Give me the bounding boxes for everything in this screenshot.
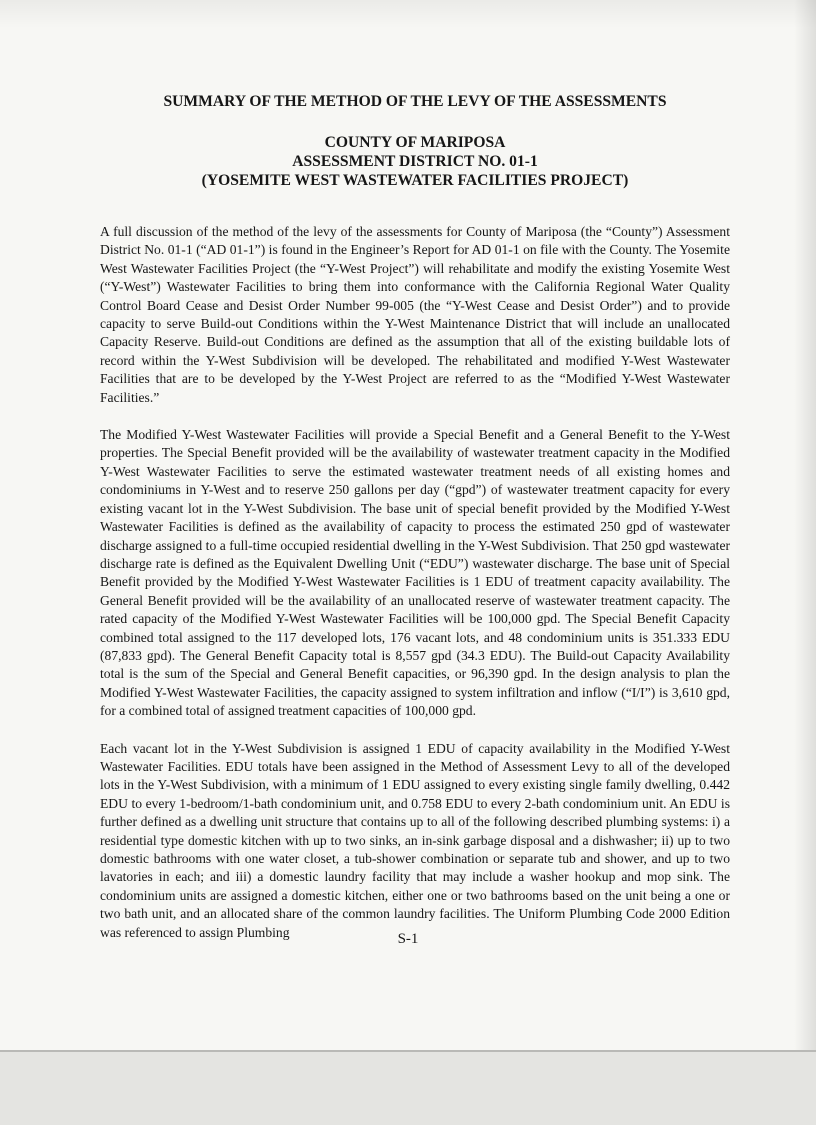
subtitle-district: ASSESSMENT DISTRICT NO. 01-1: [292, 153, 538, 170]
document-body: [100, 92, 730, 961]
paragraph-1: A full discussion of the method of the levy of the assessments for County of Mariposa (the “County”) Assessment District No. 01-1 (“AD 01-1”) is found in the Engineer’s Report for AD 01-1 on file with the County. The Yosemite West Wastewater Facilities Project (the “Y-West Project”) will rehabilitate and modify the existing Yosemite West (“Y-West”) Wastewater Facilities to bring them into conformance with the California Regional Water Quality Control Board Cease and Desist Order Number 99-005 (the “Y-West Cease and Desist Order”) and to provide capacity to serve Build-out Conditions within the Y-West Maintenance District that will include an unallocated Capacity Reserve. Build-out Conditions are defined as the assumption that all of the existing buildable lots of record within the Y-West Subdivision will be developed. The rehabilitated and modified Y-West Wastewater Facilities that are to be developed by the Y-West Project are referred to as the “Modified Y-West Wastewater Facilities.”: [100, 224, 730, 405]
document-subtitle: [100, 133, 730, 190]
scan-shadow-top: [0, 0, 816, 28]
subtitle-project: (YOSEMITE WEST WASTEWATER FACILITIES PROJECT): [201, 172, 629, 189]
scan-page-edge: [0, 1050, 816, 1125]
scan-shadow-right: [794, 0, 816, 1123]
subtitle-county: COUNTY OF MARIPOSA: [324, 134, 506, 151]
paragraph-3: Each vacant lot in the Y-West Subdivision is assigned 1 EDU of capacity availability in the Modified Y-West Wastewater Facilities. EDU totals have been assigned in the Method of Assessment Levy to all of the developed lots in the Y-West Subdivision, with a minimum of 1 EDU assigned to every existing single family dwelling, 0.442 EDU to every 1-bedroom/1-bath condominium unit, and 0.758 EDU to every 2-bath condominium unit. An EDU is further defined as a dwelling unit structure that contains up to all of the following described plumbing systems: i) a residential type domestic kitchen with up to two sinks, an in-sink garbage disposal and a dishwasher; ii) up to two domestic bathrooms with one water closet, a tub-shower combination or separate tub and shower, and up to two lavatories in each; and iii) a domestic laundry facility that may include a washer hookup and mop sink. The condominium units are assigned a domestic kitchen, either one or two bathrooms based on the unit being a one or two bath unit, and an allocated share of the common laundry facilities. The Uniform Plumbing Code 2000 Edition was referenced to assign Plumbing: [100, 740, 730, 940]
paragraph-2: The Modified Y-West Wastewater Facilities will provide a Special Benefit and a General Benefit to the Y-West properties. The Special Benefit provided will be the availability of wastewater treatment capacity in the Modified Y-West Wastewater Facilities to serve the estimated wastewater treatment needs of all existing homes and condominiums in Y-West and to reserve 250 gallons per day (“gpd”) of wastewater treatment capacity for every existing vacant lot in the Y-West Subdivision. The base unit of special benefit provided by the Modified Y-West Wastewater Facilities is defined as the availability of capacity to process the estimated 250 gpd of wastewater discharge assigned to a full-time occupied residential dwelling in the Y-West Subdivision. That 250 gpd wastewater discharge rate is defined as the Equivalent Dwelling Unit (“EDU”) wastewater discharge. The base unit of Special Benefit provided by the Modified Y-West Wastewater Facilities is 1 EDU of treatment capacity availability. The General Benefit provided will be the availability of an unallocated reserve of wastewater treatment capacity. The rated capacity of the Modified Y-West Wastewater Facilities will be 100,000 gpd. The Special Benefit Capacity combined total assigned to the 117 developed lots, 176 vacant lots, and 48 condominium units is 351.333 EDU (87,833 gpd). The General Benefit Capacity total is 8,557 gpd (34.3 EDU). The Build-out Capacity Availability total is the sum of the Special and General Benefit capacities, or 96,390 gpd. In the design analysis to plan the Modified Y-West Wastewater Facilities, the capacity assigned to system infiltration and inflow (“I/I”) is 3,610 gpd, for a combined total of assigned treatment capacities of 100,000 gpd.: [100, 427, 730, 719]
page-number: S-1: [397, 931, 419, 947]
document-title: SUMMARY OF THE METHOD OF THE LEVY OF THE ASSESSMENTS: [163, 93, 667, 110]
